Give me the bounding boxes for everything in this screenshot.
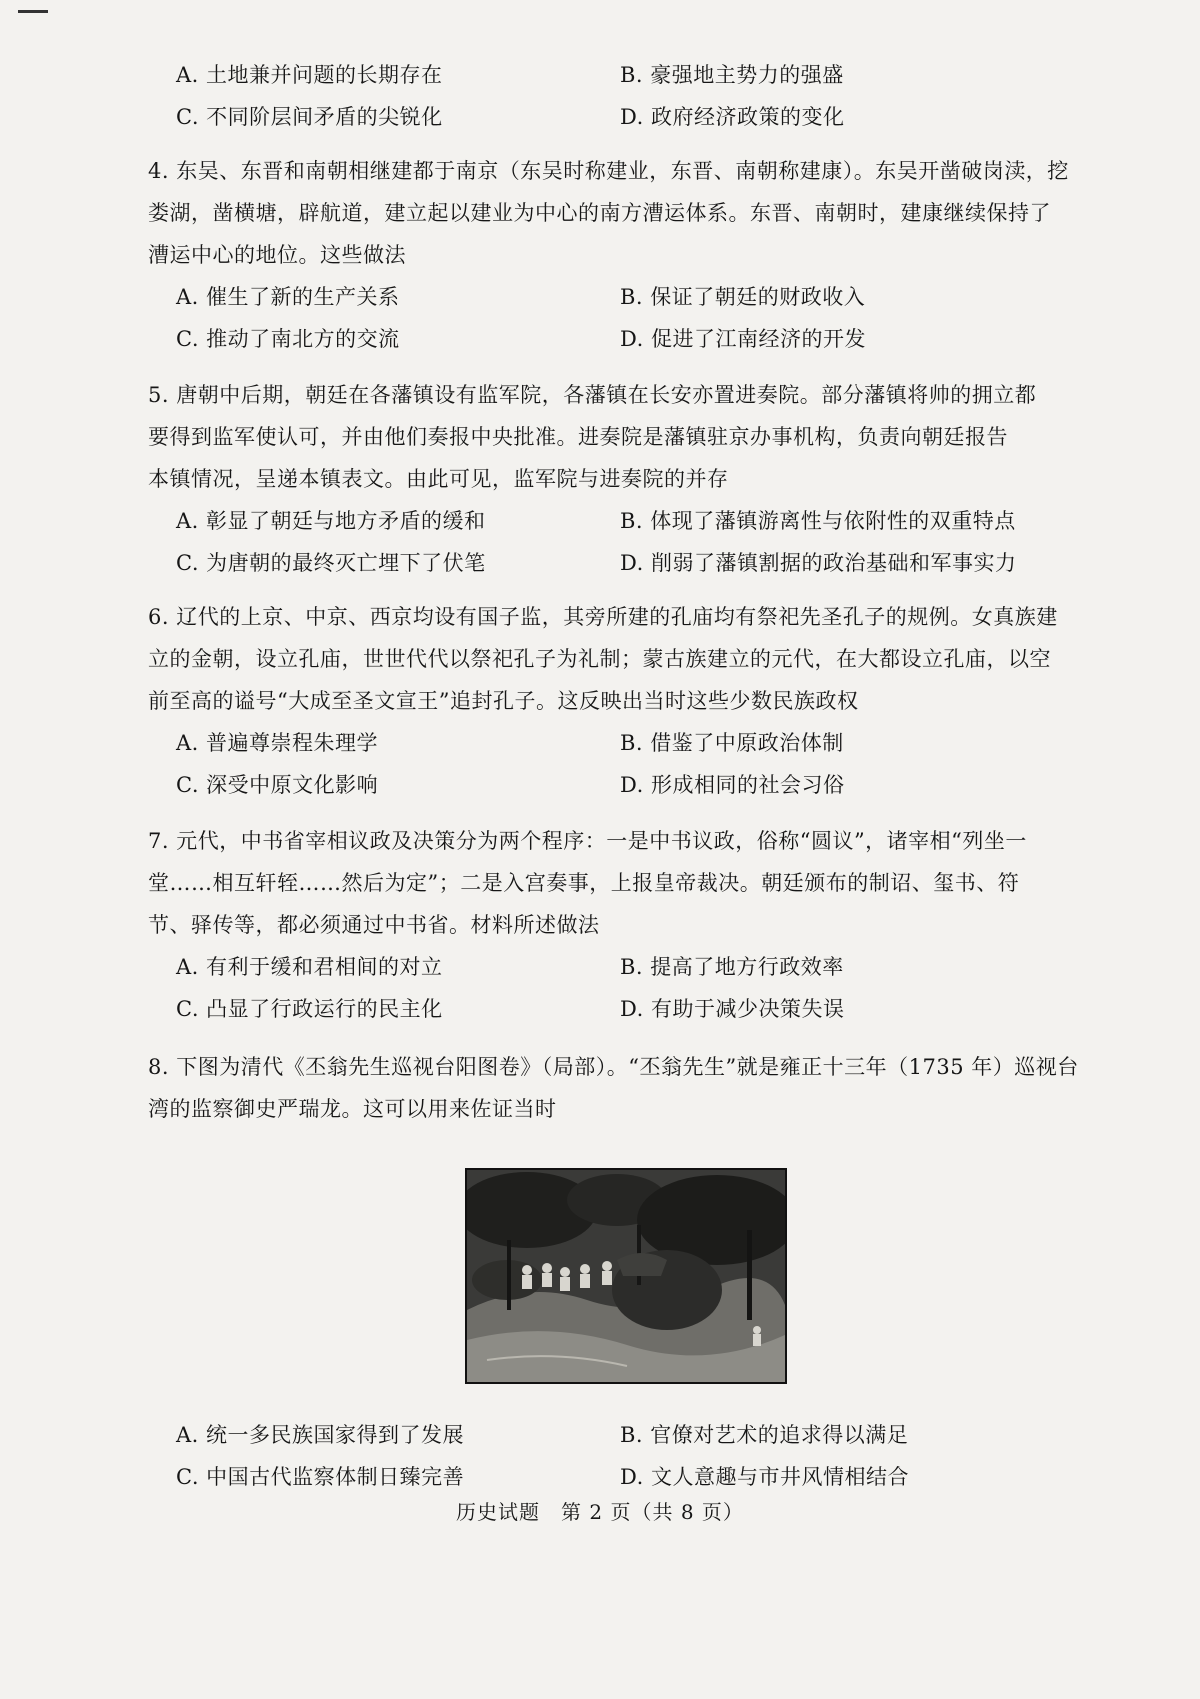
q4-option-d: D. 促进了江南经济的开发 xyxy=(620,327,866,351)
q4-stem-line-2: 娄湖，凿横塘，辟航道，建立起以建业为中心的南方漕运体系。东晋、南朝时，建康继续保持了 xyxy=(148,201,1051,225)
q5-option-d: D. 削弱了藩镇割据的政治基础和军事实力 xyxy=(620,551,1017,575)
q3-option-c: C. 不同阶层间矛盾的尖锐化 xyxy=(176,105,443,129)
q7-stem-line-1: 7. 元代，中书省宰相议政及决策分为两个程序：一是中书议政，俗称“圆议”，诸宰相“列坐一 xyxy=(148,829,1027,853)
page-footer: 历史试题 第 2 页（共 8 页） xyxy=(456,1500,744,1524)
q8-option-b: B. 官僚对艺术的追求得以满足 xyxy=(620,1423,909,1447)
q7-option-c: C. 凸显了行政运行的民主化 xyxy=(176,997,443,1021)
question-7 xyxy=(148,820,1120,1030)
question-3-options-block xyxy=(148,54,1120,138)
q6-stem-line-2: 立的金朝，设立孔庙，世世代代以祭祀孔子为礼制；蒙古族建立的元代，在大都设立孔庙，以空 xyxy=(148,647,1051,671)
question-5-options xyxy=(148,500,1120,584)
q7-option-b: B. 提高了地方行政效率 xyxy=(620,955,844,979)
q6-option-c: C. 深受中原文化影响 xyxy=(176,773,379,797)
q8-stem-line-2: 湾的监察御史严瑞龙。这可以用来佐证当时 xyxy=(148,1097,557,1121)
q8-option-c: C. 中国古代监察体制日臻完善 xyxy=(176,1465,465,1489)
question-6-options xyxy=(148,722,1120,806)
painting-figure xyxy=(465,1168,787,1384)
q8-stem-line-1: 8. 下图为清代《丕翁先生巡视台阳图卷》（局部）。“丕翁先生”就是雍正十三年（1735 年）巡视台 xyxy=(148,1055,1079,1079)
q5-stem-line-1: 5. 唐朝中后期，朝廷在各藩镇设有监军院，各藩镇在长安亦置进奏院。部分藩镇将帅的拥立都 xyxy=(148,383,1037,407)
q5-option-a: A. 彰显了朝廷与地方矛盾的缓和 xyxy=(176,509,486,533)
q8-option-d: D. 文人意趣与市井风情相结合 xyxy=(620,1465,909,1489)
q4-option-c: C. 推动了南北方的交流 xyxy=(176,327,400,351)
q5-option-c: C. 为唐朝的最终灭亡埋下了伏笔 xyxy=(176,551,486,575)
q3-option-a: A. 土地兼并问题的长期存在 xyxy=(176,63,443,87)
question-5 xyxy=(148,374,1120,584)
q6-option-b: B. 借鉴了中原政治体制 xyxy=(620,731,844,755)
q7-stem-line-2: 堂……相互轩轾……然后为定”；二是入宫奏事，上报皇帝裁决。朝廷颁布的制诏、玺书、符 xyxy=(148,871,1020,895)
q6-option-a: A. 普遍尊崇程朱理学 xyxy=(176,731,379,755)
question-4-options xyxy=(148,276,1120,360)
q5-stem-line-2: 要得到监军使认可，并由他们奏报中央批准。进奏院是藩镇驻京办事机构，负责向朝廷报告 xyxy=(148,425,1008,449)
question-8-options-block xyxy=(148,1414,1120,1498)
q7-option-d: D. 有助于减少决策失误 xyxy=(620,997,845,1021)
q5-option-b: B. 体现了藩镇游离性与依附性的双重特点 xyxy=(620,509,1016,533)
question-3-options xyxy=(148,54,1120,138)
q6-option-d: D. 形成相同的社会习俗 xyxy=(620,773,845,797)
q6-stem-line-3: 前至高的谥号“大成至圣文宣王”追封孔子。这反映出当时这些少数民族政权 xyxy=(148,689,859,713)
q4-stem-line-3: 漕运中心的地位。这些做法 xyxy=(148,243,406,267)
q8-option-a: A. 统一多民族国家得到了发展 xyxy=(176,1423,465,1447)
question-7-options xyxy=(148,946,1120,1030)
q4-stem-line-1: 4. 东吴、东晋和南朝相继建都于南京（东吴时称建业，东晋、南朝称建康）。东吴开凿破岗渎，挖 xyxy=(148,159,1069,183)
question-8-options xyxy=(148,1414,1120,1498)
q5-stem-line-3: 本镇情况，呈递本镇表文。由此可见，监军院与进奏院的并存 xyxy=(148,467,729,491)
q4-option-b: B. 保证了朝廷的财政收入 xyxy=(620,285,866,309)
q4-option-a: A. 催生了新的生产关系 xyxy=(176,285,400,309)
q6-stem-line-1: 6. 辽代的上京、中京、西京均设有国子监，其旁所建的孔庙均有祭祀先圣孔子的规例。女真族建 xyxy=(148,605,1058,629)
scan-corner-mark xyxy=(18,10,48,13)
question-8 xyxy=(148,1046,1120,1130)
question-6 xyxy=(148,596,1120,806)
q3-option-d: D. 政府经济政策的变化 xyxy=(620,105,845,129)
q3-option-b: B. 豪强地主势力的强盛 xyxy=(620,63,844,87)
question-4 xyxy=(148,150,1120,360)
q7-stem-line-3: 节、驿传等，都必须通过中书省。材料所述做法 xyxy=(148,913,600,937)
q7-option-a: A. 有利于缓和君相间的对立 xyxy=(176,955,443,979)
painting-illustration xyxy=(467,1170,785,1382)
